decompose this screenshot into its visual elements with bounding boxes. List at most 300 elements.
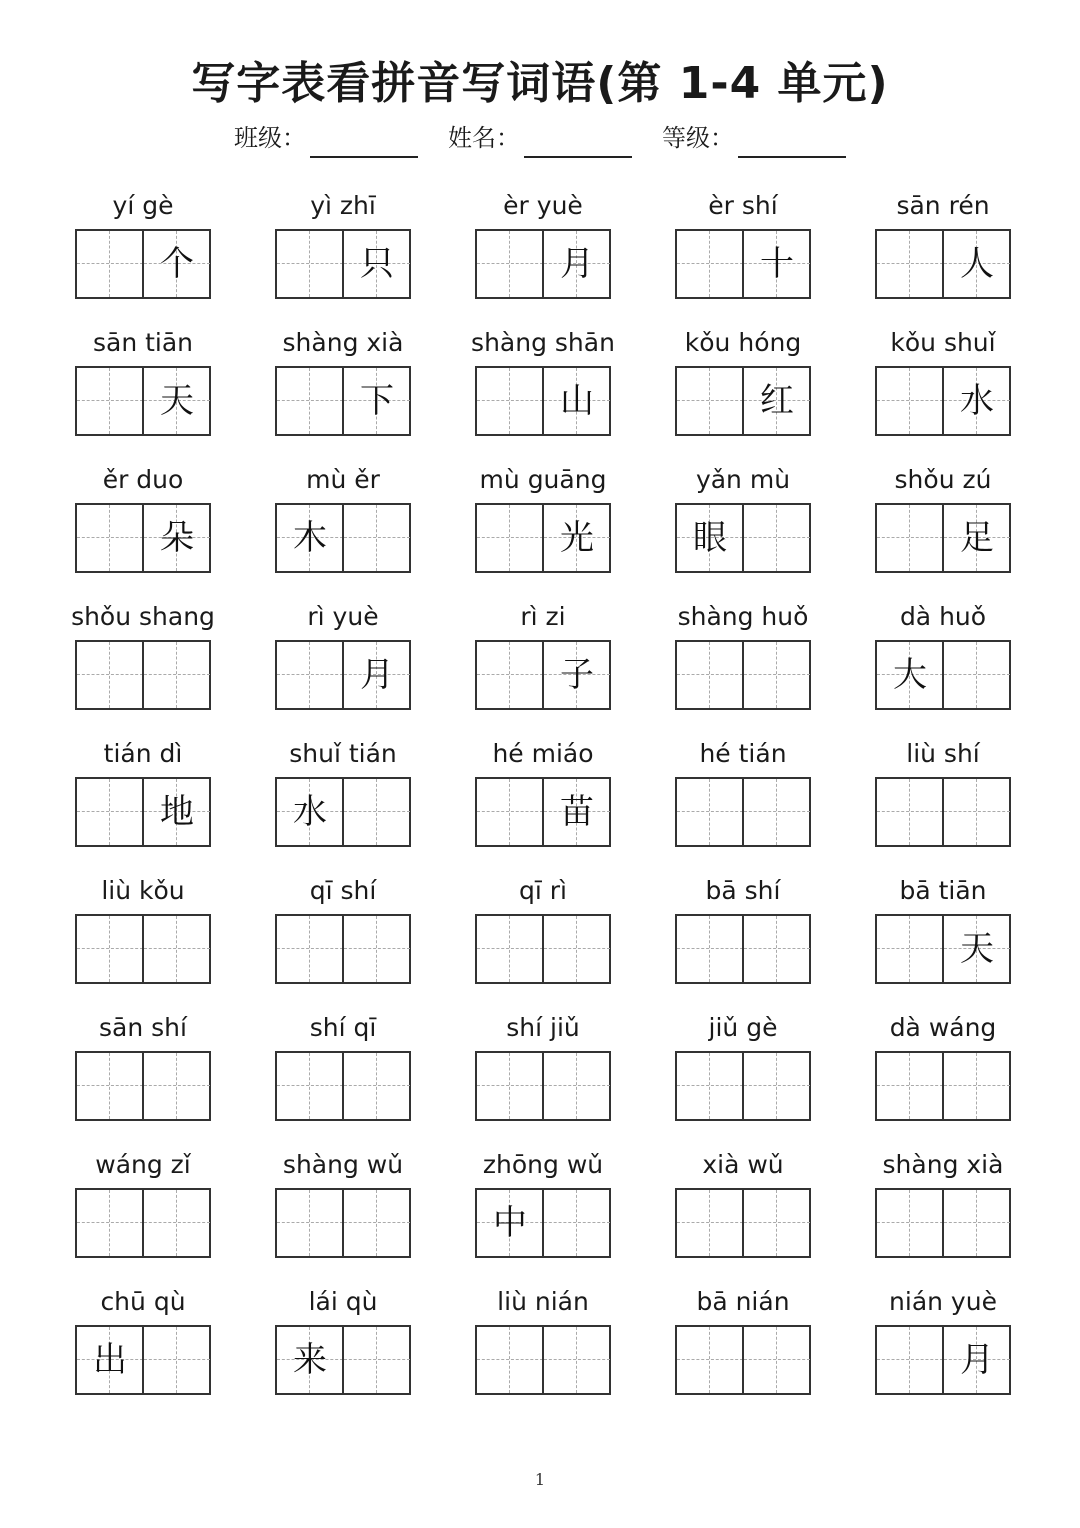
writing-grid: [75, 366, 211, 436]
grade-field: [662, 118, 846, 158]
writing-box[interactable]: [342, 916, 409, 982]
word-item: [43, 460, 243, 597]
pinyin-label: èr shí: [708, 191, 778, 220]
hint-character: [677, 1190, 743, 1256]
word-item: [643, 186, 843, 323]
word-item: [443, 323, 643, 460]
hint-character: 大: [893, 655, 927, 695]
name-label: 姓名：: [448, 124, 520, 152]
hint-character: [77, 916, 143, 982]
hint-character: [344, 505, 410, 571]
hint-character: 子: [560, 655, 594, 695]
word-item: [643, 871, 843, 1008]
writing-grid: [475, 914, 611, 984]
writing-box[interactable]: [542, 505, 609, 571]
writing-box[interactable]: [542, 1190, 609, 1256]
writing-box[interactable]: [342, 1190, 409, 1256]
hint-character: [677, 1053, 743, 1119]
writing-box[interactable]: [142, 779, 209, 845]
writing-grid: [675, 1325, 811, 1395]
writing-box[interactable]: [677, 231, 742, 297]
writing-box[interactable]: [677, 1327, 742, 1393]
writing-box[interactable]: [342, 1327, 409, 1393]
hint-character: [344, 779, 410, 845]
hint-character: [744, 1053, 810, 1119]
writing-grid: [75, 914, 211, 984]
writing-box[interactable]: [477, 505, 542, 571]
hint-character: 木: [293, 518, 327, 558]
hint-character: [477, 1327, 543, 1393]
hint-character: [77, 642, 143, 708]
word-item: [843, 1282, 1043, 1419]
writing-grid: [75, 229, 211, 299]
hint-character: [544, 1327, 610, 1393]
name-blank[interactable]: [524, 126, 632, 158]
word-item: [843, 597, 1043, 734]
writing-box[interactable]: [877, 505, 942, 571]
writing-box[interactable]: [142, 642, 209, 708]
writing-box[interactable]: [877, 1190, 942, 1256]
writing-grid: [475, 1188, 611, 1258]
pinyin-label: hé miáo: [492, 739, 594, 768]
hint-character: [877, 1327, 943, 1393]
word-item: [243, 1282, 443, 1419]
pinyin-label: sān shí: [99, 1013, 187, 1042]
writing-box[interactable]: [942, 1190, 1009, 1256]
hint-character: [277, 1190, 343, 1256]
pinyin-label: bā nián: [696, 1287, 790, 1316]
hint-character: 地: [160, 792, 194, 832]
hint-character: [744, 642, 810, 708]
word-item: [243, 597, 443, 734]
writing-box[interactable]: [942, 505, 1009, 571]
hint-character: [144, 1190, 210, 1256]
pinyin-label: shàng xià: [882, 1150, 1004, 1179]
writing-box[interactable]: [142, 1053, 209, 1119]
pinyin-label: lái qù: [308, 1287, 378, 1316]
hint-character: [477, 505, 543, 571]
writing-box[interactable]: [477, 642, 542, 708]
hint-character: [877, 231, 943, 297]
writing-box[interactable]: [742, 368, 809, 434]
student-info-row: [0, 118, 1080, 158]
writing-box[interactable]: [877, 368, 942, 434]
writing-grid: [675, 1051, 811, 1121]
pinyin-label: hé tián: [699, 739, 787, 768]
writing-grid: [475, 503, 611, 573]
writing-grid: [275, 229, 411, 299]
hint-character: 足: [960, 518, 994, 558]
writing-box[interactable]: [542, 779, 609, 845]
hint-character: 出: [93, 1340, 127, 1380]
writing-box[interactable]: [142, 368, 209, 434]
writing-grid: [275, 503, 411, 573]
word-item: [843, 1145, 1043, 1282]
pinyin-label: shí jiǔ: [506, 1013, 580, 1042]
writing-box[interactable]: [877, 231, 942, 297]
writing-grid: [275, 777, 411, 847]
hint-character: [877, 1190, 943, 1256]
page-number: 1: [534, 1470, 546, 1489]
word-item: [243, 1008, 443, 1145]
word-item: [443, 1282, 643, 1419]
writing-box[interactable]: [942, 1053, 1009, 1119]
word-item: [443, 186, 643, 323]
hint-character: [277, 1053, 343, 1119]
grade-blank[interactable]: [738, 126, 846, 158]
hint-character: [144, 916, 210, 982]
hint-character: [944, 642, 1010, 708]
writing-box[interactable]: [277, 231, 342, 297]
hint-character: [877, 1053, 943, 1119]
writing-grid: [675, 777, 811, 847]
pinyin-label: shàng huǒ: [677, 602, 809, 631]
pinyin-label: shuǐ tián: [289, 739, 397, 768]
pinyin-label: qī shí: [309, 876, 377, 905]
pinyin-label: mù guāng: [479, 465, 607, 494]
writing-box[interactable]: [477, 779, 542, 845]
hint-character: 天: [160, 381, 194, 421]
word-item: [443, 734, 643, 871]
writing-box[interactable]: [942, 916, 1009, 982]
pinyin-label: bā shí: [705, 876, 781, 905]
writing-grid: [875, 366, 1011, 436]
writing-box[interactable]: [142, 505, 209, 571]
pinyin-label: shàng xià: [282, 328, 404, 357]
word-item: [643, 734, 843, 871]
word-item: [43, 186, 243, 323]
hint-character: [77, 368, 143, 434]
writing-box[interactable]: [542, 642, 609, 708]
pinyin-label: sān rén: [896, 191, 990, 220]
hint-character: [677, 779, 743, 845]
hint-character: [344, 916, 410, 982]
writing-box[interactable]: [742, 231, 809, 297]
writing-grid: [75, 640, 211, 710]
writing-box[interactable]: [677, 642, 742, 708]
hint-character: 苗: [560, 792, 594, 832]
writing-box[interactable]: [542, 1327, 609, 1393]
writing-grid: [875, 1051, 1011, 1121]
writing-box[interactable]: [77, 779, 142, 845]
hint-character: 红: [760, 381, 794, 421]
name-field: [448, 118, 632, 158]
writing-box[interactable]: [77, 231, 142, 297]
word-item: [843, 186, 1043, 323]
writing-box[interactable]: [942, 642, 1009, 708]
hint-character: [477, 231, 543, 297]
hint-character: [677, 642, 743, 708]
writing-box[interactable]: [277, 505, 342, 571]
writing-box[interactable]: [277, 368, 342, 434]
writing-box[interactable]: [277, 779, 342, 845]
writing-box[interactable]: [942, 1327, 1009, 1393]
word-item: [643, 1008, 843, 1145]
hint-character: 月: [560, 244, 594, 284]
writing-box[interactable]: [677, 1190, 742, 1256]
writing-box[interactable]: [342, 642, 409, 708]
writing-box[interactable]: [742, 505, 809, 571]
writing-grid: [75, 777, 211, 847]
word-item: [243, 871, 443, 1008]
word-item: [443, 1008, 643, 1145]
writing-box[interactable]: [477, 916, 542, 982]
word-item: [843, 323, 1043, 460]
pinyin-label: kǒu shuǐ: [890, 328, 996, 357]
hint-character: [77, 1190, 143, 1256]
word-item: [443, 871, 643, 1008]
writing-box[interactable]: [877, 642, 942, 708]
writing-grid: [875, 914, 1011, 984]
pinyin-label: jiǔ gè: [708, 1013, 778, 1042]
hint-character: [877, 916, 943, 982]
writing-box[interactable]: [677, 368, 742, 434]
hint-character: [277, 642, 343, 708]
writing-box[interactable]: [277, 916, 342, 982]
pinyin-label: liù shí: [906, 739, 980, 768]
hint-character: 人: [960, 244, 994, 284]
writing-box[interactable]: [77, 368, 142, 434]
pinyin-label: shǒu zú: [894, 465, 992, 494]
writing-grid: [75, 1188, 211, 1258]
pinyin-label: liù nián: [497, 1287, 589, 1316]
hint-character: [144, 1327, 210, 1393]
writing-box[interactable]: [342, 1053, 409, 1119]
word-item: [243, 1145, 443, 1282]
writing-grid: [875, 640, 1011, 710]
word-item: [243, 460, 443, 597]
hint-character: 光: [560, 518, 594, 558]
word-item: [643, 323, 843, 460]
writing-box[interactable]: [277, 642, 342, 708]
hint-character: [677, 231, 743, 297]
pinyin-label: yì zhī: [310, 191, 376, 220]
hint-character: 中: [493, 1203, 527, 1243]
pinyin-label: shàng shān: [471, 328, 615, 357]
hint-character: [477, 779, 543, 845]
word-item: [643, 1282, 843, 1419]
pinyin-label: kǒu hóng: [684, 328, 802, 357]
word-item: [243, 186, 443, 323]
writing-grid: [275, 914, 411, 984]
writing-grid: [675, 366, 811, 436]
word-item: [443, 460, 643, 597]
writing-grid: [675, 914, 811, 984]
writing-box[interactable]: [77, 1053, 142, 1119]
writing-grid: [475, 1325, 611, 1395]
word-item: [43, 734, 243, 871]
pinyin-label: shǒu shang: [71, 602, 215, 631]
hint-character: [544, 1190, 610, 1256]
hint-character: [477, 1053, 543, 1119]
word-item: [843, 871, 1043, 1008]
hint-character: 来: [293, 1340, 327, 1380]
pinyin-label: xià wǔ: [702, 1150, 784, 1179]
hint-character: [77, 779, 143, 845]
hint-character: [744, 505, 810, 571]
writing-box[interactable]: [342, 779, 409, 845]
writing-box[interactable]: [677, 1053, 742, 1119]
pinyin-label: sān tiān: [92, 328, 194, 357]
hint-character: [944, 1190, 1010, 1256]
pinyin-label: mù ěr: [306, 465, 380, 494]
pinyin-label: shí qī: [309, 1013, 377, 1042]
writing-grid: [875, 1188, 1011, 1258]
writing-box[interactable]: [77, 642, 142, 708]
hint-character: [77, 1053, 143, 1119]
hint-character: [77, 231, 143, 297]
writing-box[interactable]: [742, 1053, 809, 1119]
writing-box[interactable]: [742, 779, 809, 845]
class-label: 班级：: [234, 124, 306, 152]
writing-box[interactable]: [342, 505, 409, 571]
hint-character: [944, 1053, 1010, 1119]
writing-grid: [75, 1051, 211, 1121]
hint-character: [277, 368, 343, 434]
writing-grid: [875, 503, 1011, 573]
hint-character: [677, 368, 743, 434]
writing-grid: [675, 503, 811, 573]
writing-box[interactable]: [77, 916, 142, 982]
hint-character: 山: [560, 381, 594, 421]
writing-grid: [675, 1188, 811, 1258]
writing-box[interactable]: [877, 1327, 942, 1393]
writing-box[interactable]: [942, 779, 1009, 845]
writing-box[interactable]: [742, 1190, 809, 1256]
page-title: 写字表看拼音写词语(第 1-4 单元): [191, 58, 889, 109]
writing-box[interactable]: [542, 1053, 609, 1119]
hint-character: [477, 916, 543, 982]
writing-box[interactable]: [877, 779, 942, 845]
writing-grid: [675, 229, 811, 299]
word-item: [643, 460, 843, 597]
class-field: [234, 118, 418, 158]
writing-box[interactable]: [277, 1327, 342, 1393]
writing-grid: [475, 229, 611, 299]
word-grid: [43, 186, 1043, 1419]
word-item: [43, 323, 243, 460]
writing-box[interactable]: [342, 368, 409, 434]
writing-box[interactable]: [742, 916, 809, 982]
writing-grid: [75, 1325, 211, 1395]
word-item: [643, 597, 843, 734]
writing-box[interactable]: [142, 231, 209, 297]
grade-label: 等级：: [662, 124, 734, 152]
hint-character: 十: [760, 244, 794, 284]
writing-box[interactable]: [342, 231, 409, 297]
pinyin-label: yǎn mù: [695, 465, 791, 494]
pinyin-label: shàng wǔ: [282, 1150, 404, 1179]
writing-box[interactable]: [542, 368, 609, 434]
word-item: [43, 597, 243, 734]
writing-box[interactable]: [742, 1327, 809, 1393]
writing-grid: [875, 1325, 1011, 1395]
hint-character: 个: [160, 244, 194, 284]
writing-grid: [275, 1051, 411, 1121]
class-blank[interactable]: [310, 126, 418, 158]
writing-box[interactable]: [77, 505, 142, 571]
hint-character: [77, 505, 143, 571]
hint-character: 朵: [160, 518, 194, 558]
word-item: [243, 734, 443, 871]
writing-box[interactable]: [142, 1327, 209, 1393]
pinyin-label: liù kǒu: [101, 876, 185, 905]
writing-box[interactable]: [942, 231, 1009, 297]
hint-character: [744, 1327, 810, 1393]
writing-box[interactable]: [677, 505, 742, 571]
hint-character: [744, 1190, 810, 1256]
writing-grid: [675, 640, 811, 710]
pinyin-label: rì yuè: [307, 602, 379, 631]
pinyin-label: chū qù: [100, 1287, 186, 1316]
word-item: [843, 460, 1043, 597]
hint-character: [344, 1327, 410, 1393]
writing-box[interactable]: [942, 368, 1009, 434]
word-item: [843, 734, 1043, 871]
writing-box[interactable]: [877, 1053, 942, 1119]
writing-box[interactable]: [677, 779, 742, 845]
hint-character: [477, 642, 543, 708]
hint-character: [544, 916, 610, 982]
writing-grid: [475, 366, 611, 436]
writing-box[interactable]: [277, 1053, 342, 1119]
writing-grid: [875, 777, 1011, 847]
writing-box[interactable]: [477, 1190, 542, 1256]
writing-box[interactable]: [477, 368, 542, 434]
word-item: [643, 1145, 843, 1282]
writing-box[interactable]: [877, 916, 942, 982]
hint-character: [677, 916, 743, 982]
hint-character: [144, 1053, 210, 1119]
writing-box[interactable]: [142, 1190, 209, 1256]
writing-box[interactable]: [77, 1190, 142, 1256]
writing-grid: [275, 366, 411, 436]
hint-character: [277, 916, 343, 982]
word-item: [443, 597, 643, 734]
pinyin-label: dà huǒ: [899, 602, 987, 631]
pinyin-label: ěr duo: [102, 465, 184, 494]
writing-box[interactable]: [477, 1327, 542, 1393]
hint-character: [344, 1190, 410, 1256]
writing-box[interactable]: [477, 1053, 542, 1119]
writing-grid: [275, 1325, 411, 1395]
hint-character: [877, 368, 943, 434]
writing-box[interactable]: [542, 916, 609, 982]
writing-box[interactable]: [142, 916, 209, 982]
pinyin-label: nián yuè: [889, 1287, 997, 1316]
word-item: [443, 1145, 643, 1282]
writing-box[interactable]: [77, 1327, 142, 1393]
writing-box[interactable]: [542, 231, 609, 297]
pinyin-label: tián dì: [103, 739, 183, 768]
writing-box[interactable]: [277, 1190, 342, 1256]
writing-grid: [475, 640, 611, 710]
hint-character: [744, 916, 810, 982]
writing-grid: [875, 229, 1011, 299]
writing-box[interactable]: [742, 642, 809, 708]
hint-character: [344, 1053, 410, 1119]
hint-character: 水: [293, 792, 327, 832]
word-item: [243, 323, 443, 460]
writing-box[interactable]: [477, 231, 542, 297]
word-item: [43, 1145, 243, 1282]
writing-box[interactable]: [677, 916, 742, 982]
pinyin-label: wáng zǐ: [95, 1150, 191, 1179]
hint-character: [277, 231, 343, 297]
hint-character: 月: [960, 1340, 994, 1380]
hint-character: [944, 779, 1010, 845]
writing-grid: [275, 1188, 411, 1258]
